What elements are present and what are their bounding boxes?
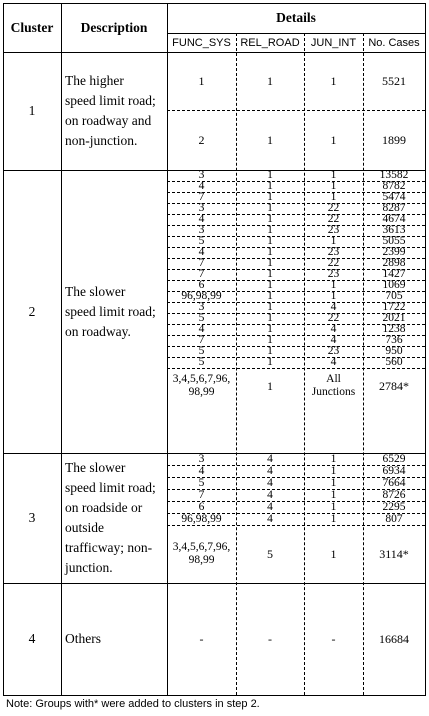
table-cell-rel-road: 4	[267, 512, 273, 525]
table-cell-func-sys: 3	[198, 202, 205, 214]
header-no-cases: No. Cases	[368, 36, 420, 49]
table-cell-rel-road: 1	[267, 290, 273, 302]
header-details: Details	[276, 10, 316, 25]
table-cell-rel-road: 1	[267, 279, 273, 291]
table-cell-cases: 3114*	[379, 547, 409, 561]
table-cell-cases: 6529	[382, 452, 406, 465]
table-cell-jun-int: 23	[327, 268, 340, 280]
table-cell-jun-int: All Junctions	[311, 372, 356, 398]
table-cell-cases: 807	[385, 512, 403, 525]
table-cell-rel-road: 1	[267, 180, 273, 192]
header-func-sys: FUNC_SYS	[172, 36, 231, 49]
table-cell-cases: 2898	[382, 257, 406, 269]
table-cell-func-sys: 5	[198, 356, 205, 368]
table-cell-cases: 736	[385, 334, 403, 346]
table-cell-func-sys: 7	[198, 191, 205, 203]
table-cell-func-sys: 7	[198, 488, 205, 501]
header-description: Description	[80, 19, 148, 35]
table-cell-jun-int: -	[331, 632, 336, 646]
table-cell-rel-road: 1	[267, 213, 273, 225]
table-cell-rel-road: 1	[267, 202, 273, 214]
table-cell-func-sys: 2	[198, 133, 205, 147]
table-cell-rel-road: 1	[267, 312, 273, 324]
table-cell-rel-road: 1	[267, 257, 273, 269]
header-jun-int: JUN_INT	[310, 36, 357, 49]
table-cell-rel-road: 1	[267, 301, 273, 313]
table-cell-func-sys: 6	[198, 500, 205, 513]
header-details-rule	[167, 33, 425, 34]
table-cell-jun-int: 23	[327, 224, 340, 236]
table-cell-cases: 5055	[382, 235, 406, 247]
cluster-id: 3	[28, 510, 36, 525]
table-cell-rel-road: 1	[267, 224, 273, 236]
cluster-description: The higher speed limit road; on roadway and non-junction.	[65, 73, 156, 148]
table-cell-jun-int: 1	[330, 488, 337, 501]
header-rel-road: REL_ROAD	[240, 36, 300, 49]
table-cell-cases: 5521	[382, 74, 406, 88]
table-cell-func-sys: 7	[198, 334, 205, 346]
table-cell-jun-int: 1	[330, 290, 337, 302]
table-cell-jun-int: 4	[330, 301, 337, 313]
cluster-description: Others	[65, 631, 101, 646]
table-cell-func-sys: 3	[198, 224, 205, 236]
table-cell-rel-road: 4	[267, 476, 273, 489]
table-cell-cases: 560	[385, 356, 403, 368]
table-cell-cases: 705	[385, 290, 403, 302]
table-cell-jun-int: 4	[330, 356, 337, 368]
table-cell-cases: 4674	[382, 213, 406, 225]
table-cell-func-sys: 5	[198, 476, 205, 489]
table-cell-jun-int: 22	[327, 257, 340, 269]
table-cell-jun-int: 1	[330, 169, 337, 181]
cluster-description: The slower speed limit road; on roadway.	[65, 283, 156, 339]
table-cell-jun-int: 4	[330, 334, 337, 346]
table-cell-jun-int: 1	[330, 235, 337, 247]
table-cell-cases: 16684	[379, 632, 409, 646]
table-cell-rel-road: 4	[267, 488, 273, 501]
table-cell-func-sys: 7	[198, 257, 205, 269]
table-cell-func-sys: 1	[198, 74, 205, 88]
table-cell-rel-road: 1	[267, 246, 273, 258]
header-cluster: Cluster	[10, 19, 54, 35]
clusters-table	[3, 3, 425, 695]
table-cell-jun-int: 22	[327, 202, 340, 214]
table-cell-func-sys: 7	[198, 268, 205, 280]
table-cell-jun-int: 4	[330, 323, 337, 335]
table-cell-cases: 8726	[382, 488, 406, 501]
table-cell-jun-int: 1	[330, 279, 337, 291]
table-cell-func-sys: 3	[198, 169, 205, 181]
table-cell-rel-road: 4	[267, 464, 273, 477]
table-cell-cases: 8287	[382, 202, 406, 214]
table-cell-func-sys: 3,4,5,6,7,96, 98,99	[172, 541, 231, 566]
table-cell-cases: 2784*	[379, 378, 409, 393]
cluster-id: 2	[28, 303, 36, 319]
table-cell-cases: 5474	[382, 191, 406, 203]
table-cell-rel-road: 1	[267, 133, 273, 147]
table-cell-rel-road: 1	[267, 235, 273, 247]
table-border-bottom	[3, 695, 426, 696]
table-cell-func-sys: 4	[198, 464, 205, 477]
table-cell-cases: 2399	[382, 246, 406, 258]
table-cell-func-sys: 3	[198, 301, 205, 313]
table-cell-cases: 2021	[382, 312, 406, 324]
table-cell-cases: 1238	[382, 323, 406, 335]
cluster-id: 4	[28, 631, 36, 646]
table-cell-cases: 13582	[379, 169, 409, 181]
table-cell-func-sys: 5	[198, 235, 205, 247]
table-cell-func-sys: 3,4,5,6,7,96, 98,99	[172, 372, 231, 398]
table-cell-jun-int: 23	[327, 246, 340, 258]
table-cell-cases: 2295	[382, 500, 406, 513]
table-cell-jun-int: 1	[330, 476, 337, 489]
table-cell-func-sys: 4	[198, 213, 205, 225]
table-cell-rel-road: 4	[267, 500, 273, 513]
table-cell-cases: 1069	[382, 279, 406, 291]
table-cell-rel-road: 1	[267, 323, 273, 335]
table-cell-rel-road: 1	[267, 74, 273, 88]
table-cell-func-sys: 5	[198, 312, 205, 324]
table-cell-func-sys: 6	[198, 279, 205, 291]
table-cell-jun-int: 22	[327, 213, 340, 225]
table-cell-func-sys: 3	[198, 452, 205, 465]
table-cell-jun-int: 1	[330, 512, 337, 525]
table-cell-cases: 8782	[382, 180, 406, 192]
table-cell-rel-road: 1	[267, 334, 273, 346]
table-cell-cases: 1722	[382, 301, 406, 313]
table-cell-func-sys: 4	[198, 180, 205, 192]
table-cell-func-sys: 4	[198, 246, 205, 258]
table-cell-jun-int: 22	[327, 312, 340, 324]
table-cell-rel-road: 1	[267, 268, 273, 280]
table-cell-func-sys: 96,98,99	[181, 512, 222, 525]
table-cell-cases: 6934	[382, 464, 406, 477]
table-cell-func-sys: 4	[198, 323, 205, 335]
table-cell-jun-int: 1	[330, 180, 337, 192]
table-cell-rel-road: 1	[267, 169, 273, 181]
table-cell-jun-int: 1	[330, 547, 337, 561]
table-cell-jun-int: 1	[330, 500, 337, 513]
table-note: Note: Groups with* were added to clusters in step 2.	[6, 698, 260, 710]
table-cell-func-sys: -	[199, 632, 204, 646]
table-cell-rel-road: -	[268, 632, 272, 646]
table-cell-rel-road: 1	[267, 191, 273, 203]
table-cell-func-sys: 96,98,99	[181, 290, 222, 302]
table-cell-rel-road: 4	[267, 452, 273, 465]
table-border-top	[3, 3, 425, 4]
cluster-id: 1	[28, 103, 36, 118]
table-cell-jun-int: 1	[330, 191, 337, 203]
table-cell-cases: 1899	[382, 133, 406, 147]
table-cell-func-sys: 5	[198, 345, 205, 357]
table-cell-jun-int: 1	[330, 452, 337, 465]
table-cell-jun-int: 23	[327, 345, 340, 357]
table-cell-rel-road: 1	[267, 356, 273, 368]
table-cell-jun-int: 1	[330, 74, 337, 88]
table-cell-jun-int: 1	[330, 133, 337, 147]
table-cell-cases: 7664	[382, 476, 406, 489]
table-border-right	[425, 3, 426, 695]
table-cell-rel-road: 1	[267, 378, 273, 393]
cluster-description: The slower speed limit road; on roadside or outside trafficway; non- junction.	[65, 460, 156, 575]
table-cell-jun-int: 1	[330, 464, 337, 477]
table-cell-cases: 1427	[382, 268, 406, 280]
table-cell-rel-road: 1	[267, 345, 273, 357]
table-cell-rel-road: 5	[267, 547, 273, 561]
table-cell-cases: 950	[385, 345, 403, 357]
table-cell-cases: 3613	[382, 224, 406, 236]
